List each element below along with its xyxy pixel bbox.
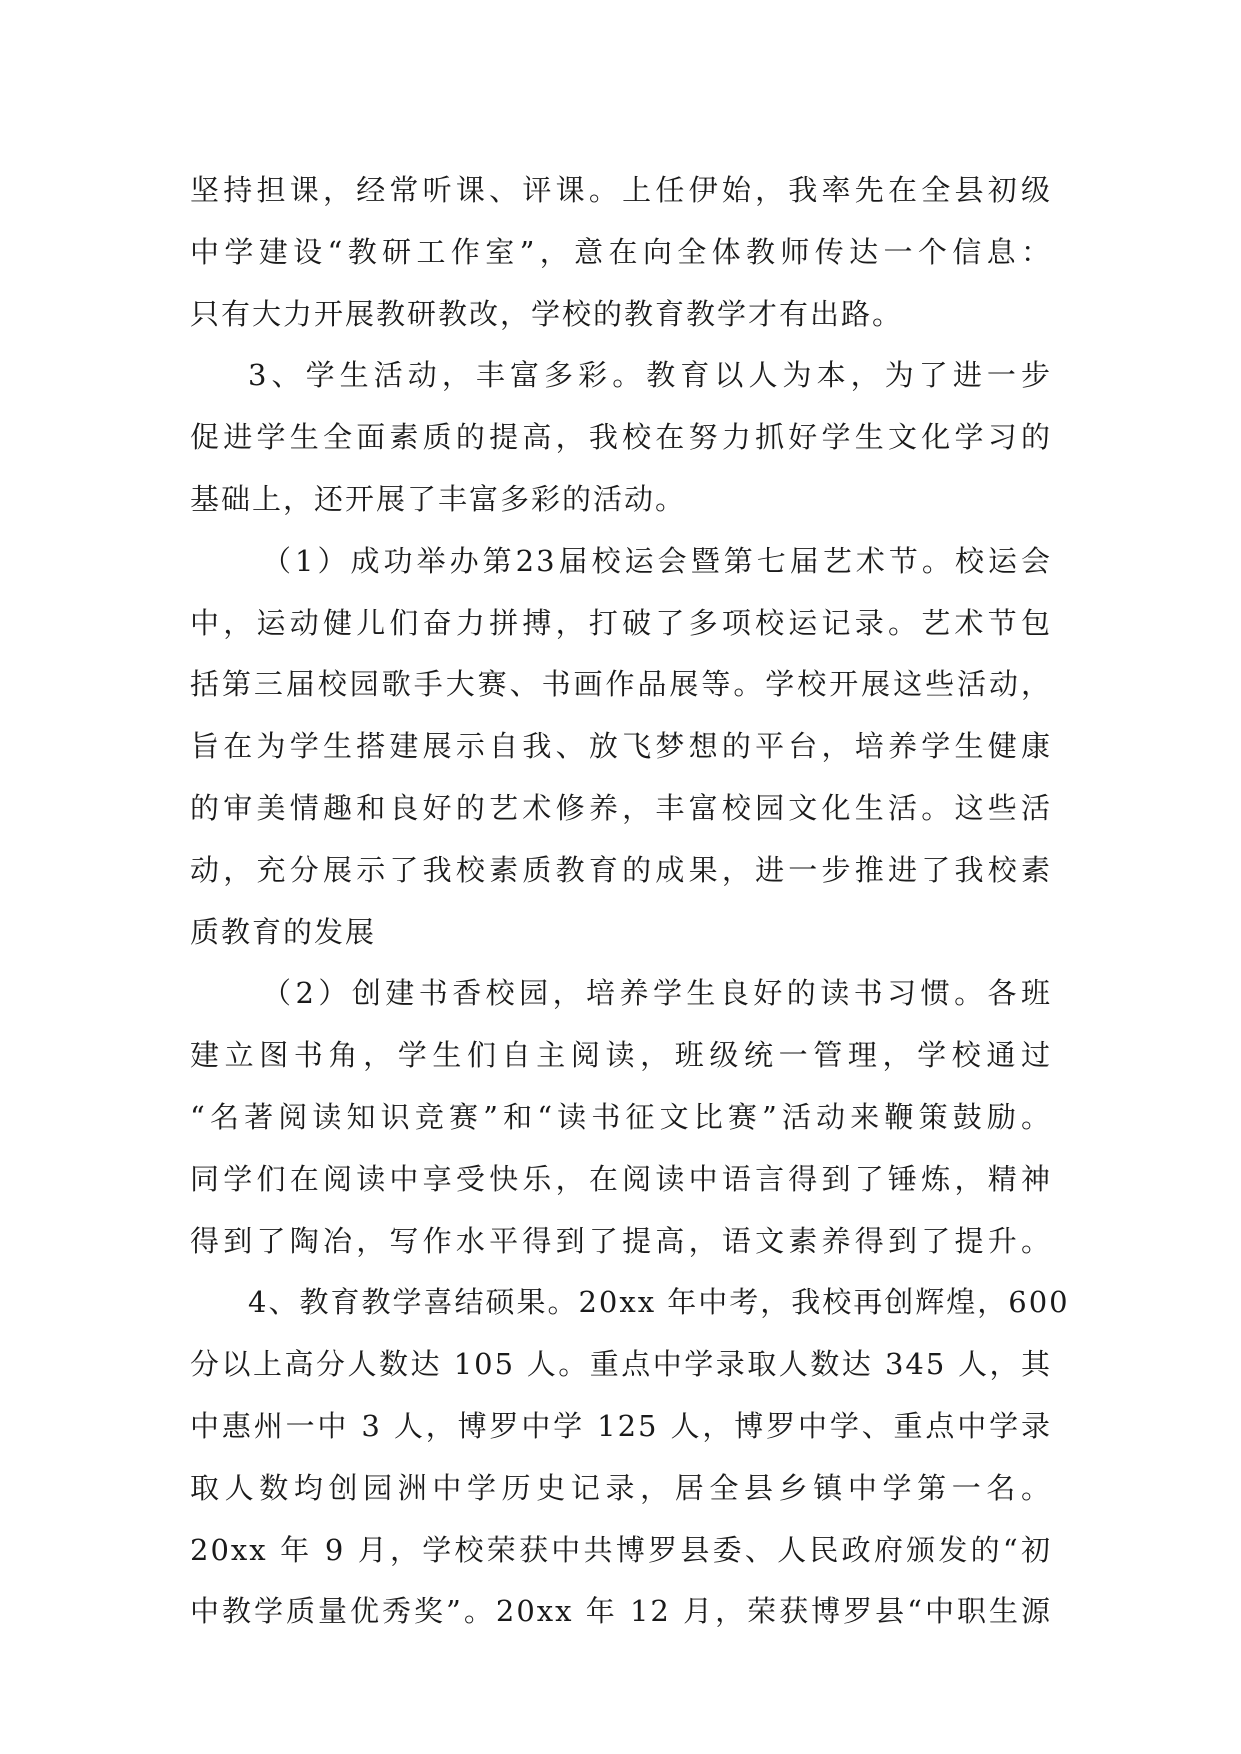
- text-line: 动，充分展示了我校素质教育的成果，进一步推进了我校素: [190, 852, 1052, 887]
- text-line: 坚持担课，经常听课、评课。上任伊始，我率先在全县初级: [190, 173, 1052, 207]
- text-line: 3、学生活动，丰富多彩。教育以人为本，为了进一步: [248, 358, 1052, 393]
- text-line: 只有大力开展教研教改，学校的教育教学才有出路。: [190, 296, 904, 331]
- text-line: 中惠州一中 3 人，博罗中学 125 人，博罗中学、重点中学录: [190, 1408, 1052, 1443]
- text-line: 括第三届校园歌手大赛、书画作品展等。学校开展这些活动，: [190, 667, 1052, 702]
- text-line: 分以上高分人数达 105 人。重点中学录取人数达 345 人，其: [190, 1347, 1053, 1382]
- text-line: 中，运动健儿们奋力拼搏，打破了多项校运记录。艺术节包: [190, 605, 1052, 640]
- text-line: （1）成功举办第23届校运会暨第七届艺术节。校运会: [262, 543, 1052, 578]
- text-line: 4、教育教学喜结硕果。20xx 年中考，我校再创辉煌，600: [248, 1285, 1070, 1320]
- text-line: 旨在为学生搭建展示自我、放飞梦想的平台，培养学生健康: [190, 729, 1052, 764]
- text-line: 取人数均创园洲中学历史记录，居全县乡镇中学第一名。: [190, 1470, 1052, 1505]
- text-line: 的审美情趣和良好的艺术修养，丰富校园文化生活。这些活: [190, 790, 1052, 825]
- text-line: 基础上，还开展了丰富多彩的活动。: [190, 481, 687, 516]
- text-line: 建立图书角，学生们自主阅读，班级统一管理，学校通过: [190, 1038, 1052, 1073]
- text-line: 得到了陶冶，写作水平得到了提高，语文素养得到了提升。: [190, 1223, 1052, 1258]
- text-line: “名著阅读知识竞赛”和“读书征文比赛”活动来鞭策鼓励。: [190, 1099, 1052, 1134]
- text-line: 质教育的发展: [190, 914, 377, 949]
- text-line: （2）创建书香校园，培养学生良好的读书习惯。各班: [262, 976, 1052, 1011]
- document-body: [190, 160, 1070, 1643]
- text-line: 促进学生全面素质的提高，我校在努力抓好学生文化学习的: [190, 420, 1052, 455]
- text-line: 20xx 年 9 月，学校荣获中共博罗县委、人民政府颁发的“初: [190, 1532, 1052, 1567]
- text-line: 同学们在阅读中享受快乐，在阅读中语言得到了锤炼，精神: [190, 1161, 1052, 1196]
- text-line: 中教学质量优秀奖”。20xx 年 12 月，荣获博罗县“中职生源: [190, 1594, 1052, 1629]
- text-line: 中学建设“教研工作室”，意在向全体教师传达一个信息：: [190, 234, 1052, 269]
